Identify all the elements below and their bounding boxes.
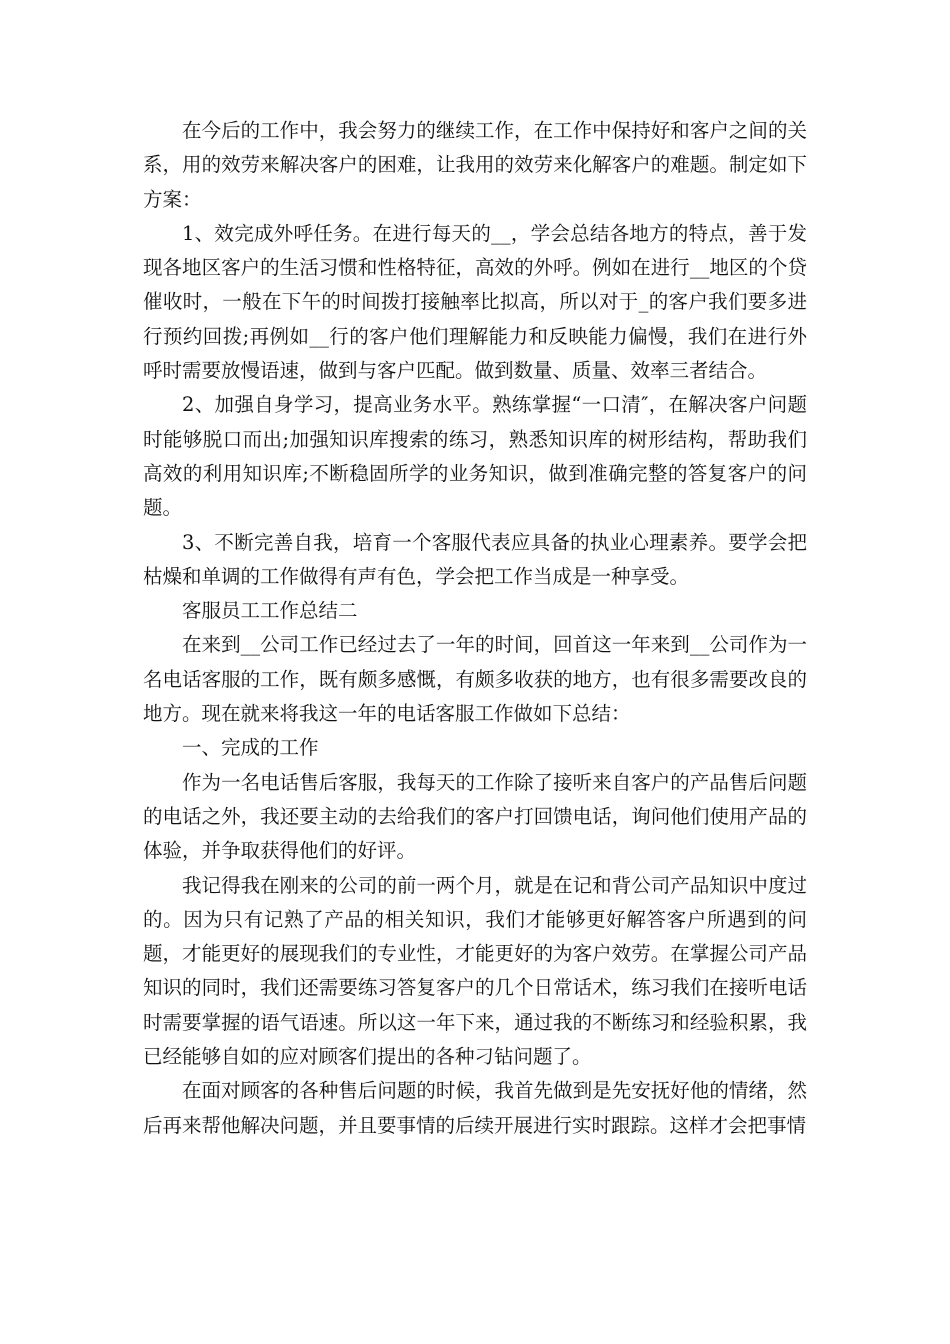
paragraph-handling-issues: 在面对顾客的各种售后问题的时候，我首先做到是先安抚好他的情绪，然后再来帮他解决问题，并且要事情的后续开展进行实时跟踪。这样才会把事情	[143, 1079, 807, 1137]
paragraph-item-3: 3、不断完善自我，培育一个客服代表应具备的执业心理素养。要学会把枯燥和单调的工作做得有声有色，学会把工作当成是一种享受。	[143, 530, 807, 588]
subsection-title-completed-work: 一、完成的工作	[182, 736, 319, 760]
paragraph-item-1: 1、效完成外呼任务。在进行每天的__，学会总结各地方的特点，善于发现各地区客户的生活习惯和性格特征，高效的外呼。例如在进行__地区的个贷催收时，一般在下午的时间拨打接触率比拟高，所以对于_的客户我们要多进行预约回拨;再例如__行的客户他们理解能力和反映能力偏慢，我们在进行外呼时需要放慢语速，做到与客户匹配。做到数量、质量、效率三者结合。	[143, 221, 807, 383]
paragraph-plan-intro: 在今后的工作中，我会努力的继续工作，在工作中保持好和客户之间的关系，用的效劳来解决客户的困难，让我用的效劳来化解客户的难题。制定如下方案：	[143, 119, 807, 211]
document-body	[143, 114, 807, 1143]
paragraph-summary-intro: 在来到__公司工作已经过去了一年的时间，回首这一年来到__公司作为一名电话客服的工作，既有颇多感慨，有颇多收获的地方，也有很多需要改良的地方。现在就来将我这一年的电话客服工作做如下总结：	[143, 633, 807, 726]
paragraph-learning: 我记得我在刚来的公司的前一两个月，就是在记和背公司产品知识中度过的。因为只有记熟了产品的相关知识，我们才能够更好解答客户所遇到的问题，才能更好的展现我们的专业性，才能更好的为客户效劳。在掌握公司产品知识的同时，我们还需要练习答复客户的几个日常话术，练习我们在接听电话时需要掌握的语气语速。所以这一年下来，通过我的不断练习和经验积累，我已经能够自如的应对顾客们提出的各种刁钻问题了。	[143, 873, 807, 1069]
section-title-summary-two: 客服员工工作总结二	[182, 599, 358, 623]
paragraph-item-2: 2、加强自身学习，提高业务水平。熟练掌握“一口清″，在解决客户问题时能够脱口而出;加强知识库搜索的练习，熟悉知识库的树形结构，帮助我们高效的利用知识库;不断稳固所学的业务知识，做到准确完整的答复客户的问题。	[143, 393, 807, 520]
paragraph-daily-work: 作为一名电话售后客服，我每天的工作除了接听来自客户的产品售后问题的电话之外，我还要主动的去给我们的客户打回馈电话，询问他们使用产品的体验，并争取获得他们的好评。	[143, 770, 807, 863]
